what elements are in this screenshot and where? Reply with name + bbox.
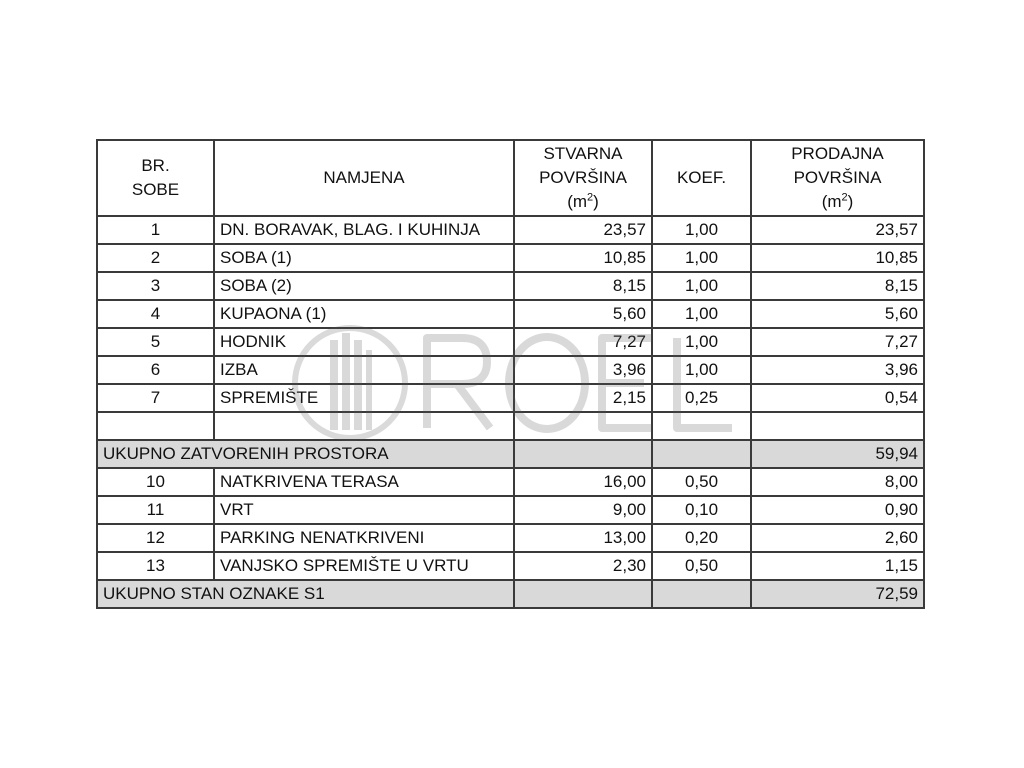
- coefficient: 1,00: [652, 272, 751, 300]
- room-number: 11: [97, 496, 214, 524]
- table-row: [97, 496, 924, 524]
- actual-area: 8,15: [514, 272, 652, 300]
- subtotal-empty-cell: [652, 440, 751, 468]
- room-purpose: HODNIK: [214, 328, 514, 356]
- room-purpose: VRT: [214, 496, 514, 524]
- room-number: [97, 412, 214, 440]
- header-actual-area-line1: STVARNA: [543, 144, 623, 163]
- table-row: [97, 384, 924, 412]
- table-body: [97, 216, 924, 608]
- header-row: [97, 140, 924, 216]
- coefficient: 0,10: [652, 496, 751, 524]
- table-row-empty: [97, 412, 924, 440]
- table-row: [97, 328, 924, 356]
- table-row: [97, 216, 924, 244]
- header-actual-area-line2: POVRŠINA: [539, 168, 627, 187]
- sale-area: 8,15: [751, 272, 924, 300]
- actual-area: 5,60: [514, 300, 652, 328]
- actual-area: 3,96: [514, 356, 652, 384]
- header-sale-area-unit: $(m^2)$: [821, 191, 854, 211]
- room-number: 6: [97, 356, 214, 384]
- actual-area: 2,30: [514, 552, 652, 580]
- subtotal-row: [97, 440, 924, 468]
- table-row: [97, 468, 924, 496]
- room-purpose: KUPAONA (1): [214, 300, 514, 328]
- table-row: [97, 552, 924, 580]
- room-number: 7: [97, 384, 214, 412]
- room-purpose: SOBA (1): [214, 244, 514, 272]
- actual-area: 13,00: [514, 524, 652, 552]
- total-value: 72,59: [751, 580, 924, 608]
- table-row: [97, 272, 924, 300]
- room-number: 2: [97, 244, 214, 272]
- sale-area: [751, 412, 924, 440]
- coefficient: 0,25: [652, 384, 751, 412]
- actual-area: 2,15: [514, 384, 652, 412]
- header-room-number-line1: BR.: [141, 156, 170, 175]
- room-purpose: VANJSKO SPREMIŠTE U VRTU: [214, 552, 514, 580]
- header-sale-area: [751, 140, 924, 216]
- coefficient: 1,00: [652, 244, 751, 272]
- coefficient: 1,00: [652, 216, 751, 244]
- room-number: 10: [97, 468, 214, 496]
- table-row: [97, 244, 924, 272]
- header-sale-area-line1: PRODAJNA: [791, 144, 884, 163]
- room-number: 3: [97, 272, 214, 300]
- room-purpose: PARKING NENATKRIVENI: [214, 524, 514, 552]
- room-number: 5: [97, 328, 214, 356]
- header-purpose: NAMJENA: [214, 140, 514, 216]
- room-purpose: [214, 412, 514, 440]
- actual-area: 16,00: [514, 468, 652, 496]
- coefficient: 1,00: [652, 328, 751, 356]
- total-empty-cell: [514, 580, 652, 608]
- sale-area: 7,27: [751, 328, 924, 356]
- table-row: [97, 524, 924, 552]
- total-row: [97, 580, 924, 608]
- actual-area: 9,00: [514, 496, 652, 524]
- subtotal-value: 59,94: [751, 440, 924, 468]
- sale-area: 23,57: [751, 216, 924, 244]
- coefficient: 0,50: [652, 552, 751, 580]
- actual-area: 7,27: [514, 328, 652, 356]
- total-label: UKUPNO STAN OZNAKE S1: [97, 580, 514, 608]
- superscript: 2: [841, 191, 848, 204]
- room-purpose: IZBA: [214, 356, 514, 384]
- header-room-number: [97, 140, 214, 216]
- total-empty-cell: [652, 580, 751, 608]
- actual-area: 10,85: [514, 244, 652, 272]
- header-coefficient: KOEF.: [652, 140, 751, 216]
- room-number: 13: [97, 552, 214, 580]
- room-purpose: NATKRIVENA TERASA: [214, 468, 514, 496]
- room-purpose: SOBA (2): [214, 272, 514, 300]
- sale-area: 2,60: [751, 524, 924, 552]
- room-area-table: [96, 139, 925, 609]
- room-purpose: SPREMIŠTE: [214, 384, 514, 412]
- table-row: [97, 356, 924, 384]
- coefficient: 0,50: [652, 468, 751, 496]
- actual-area: [514, 412, 652, 440]
- actual-area: 23,57: [514, 216, 652, 244]
- header-room-number-line2: SOBE: [131, 180, 180, 199]
- sale-area: 3,96: [751, 356, 924, 384]
- header-actual-area-unit: $(m^2)$: [567, 191, 599, 211]
- room-number: 4: [97, 300, 214, 328]
- coefficient: 0,20: [652, 524, 751, 552]
- room-number: 12: [97, 524, 214, 552]
- room-purpose: DN. BORAVAK, BLAG. I KUHINJA: [214, 216, 514, 244]
- sale-area: 0,90: [751, 496, 924, 524]
- coefficient: [652, 412, 751, 440]
- sale-area: 10,85: [751, 244, 924, 272]
- header-actual-area: [514, 140, 652, 216]
- coefficient: 1,00: [652, 356, 751, 384]
- room-number: 1: [97, 216, 214, 244]
- header-sale-area-line2: POVRŠINA: [793, 168, 882, 187]
- subtotal-label: UKUPNO ZATVORENIH PROSTORA: [97, 440, 514, 468]
- sale-area: 0,54: [751, 384, 924, 412]
- sale-area: 1,15: [751, 552, 924, 580]
- subtotal-empty-cell: [514, 440, 652, 468]
- table-row: [97, 300, 924, 328]
- sale-area: 5,60: [751, 300, 924, 328]
- coefficient: 1,00: [652, 300, 751, 328]
- superscript: 2: [587, 191, 594, 204]
- sale-area: 8,00: [751, 468, 924, 496]
